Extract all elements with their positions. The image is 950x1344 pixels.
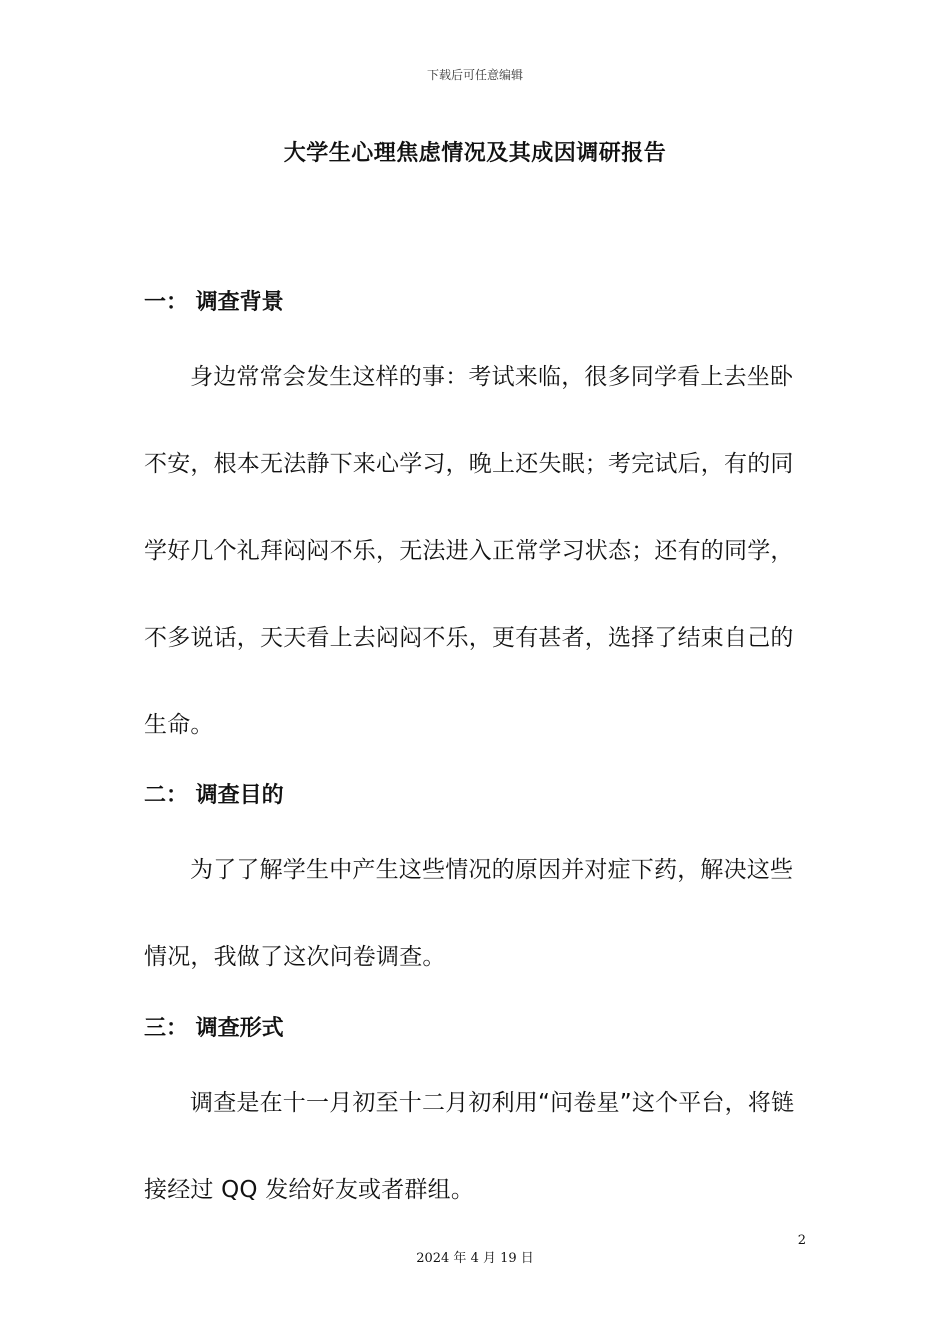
paragraph-line: 为了了解学生中产生这些情况的原因并对症下药，解决这些 [190, 857, 794, 883]
paragraph-line: 学好几个礼拜闷闷不乐，无法进入正常学习状态；还有的同学， [144, 538, 794, 564]
paragraph-line: 生命。 [144, 712, 214, 738]
paragraph-line: 不安，根本无法静下来心学习，晚上还失眠；考完试后，有的同 [144, 451, 794, 477]
paragraph-line: 调查是在十一月初至十二月初利用“问卷星”这个平台，将链 [190, 1090, 795, 1116]
section-heading-format: 三： 调查形式 [144, 1016, 284, 1041]
page-number: 2 [797, 1233, 806, 1248]
footer-date: 2024 年 4 月 19 日 [416, 1251, 534, 1266]
paragraph-line: 情况，我做了这次问卷调查。 [144, 944, 446, 970]
paragraph-line: 不多说话，天天看上去闷闷不乐，更有甚者，选择了结束自己的 [144, 625, 794, 651]
document-title: 大学生心理焦虑情况及其成因调研报告 [283, 141, 667, 166]
section-heading-purpose: 二： 调查目的 [144, 783, 284, 808]
paragraph-line: 身边常常会发生这样的事：考试来临，很多同学看上去坐卧 [190, 364, 794, 390]
paragraph-line: 接经过 QQ 发给好友或者群组。 [144, 1177, 475, 1203]
section-heading-background: 一： 调查背景 [144, 290, 284, 315]
header-note: 下载后可任意编辑 [426, 68, 523, 82]
